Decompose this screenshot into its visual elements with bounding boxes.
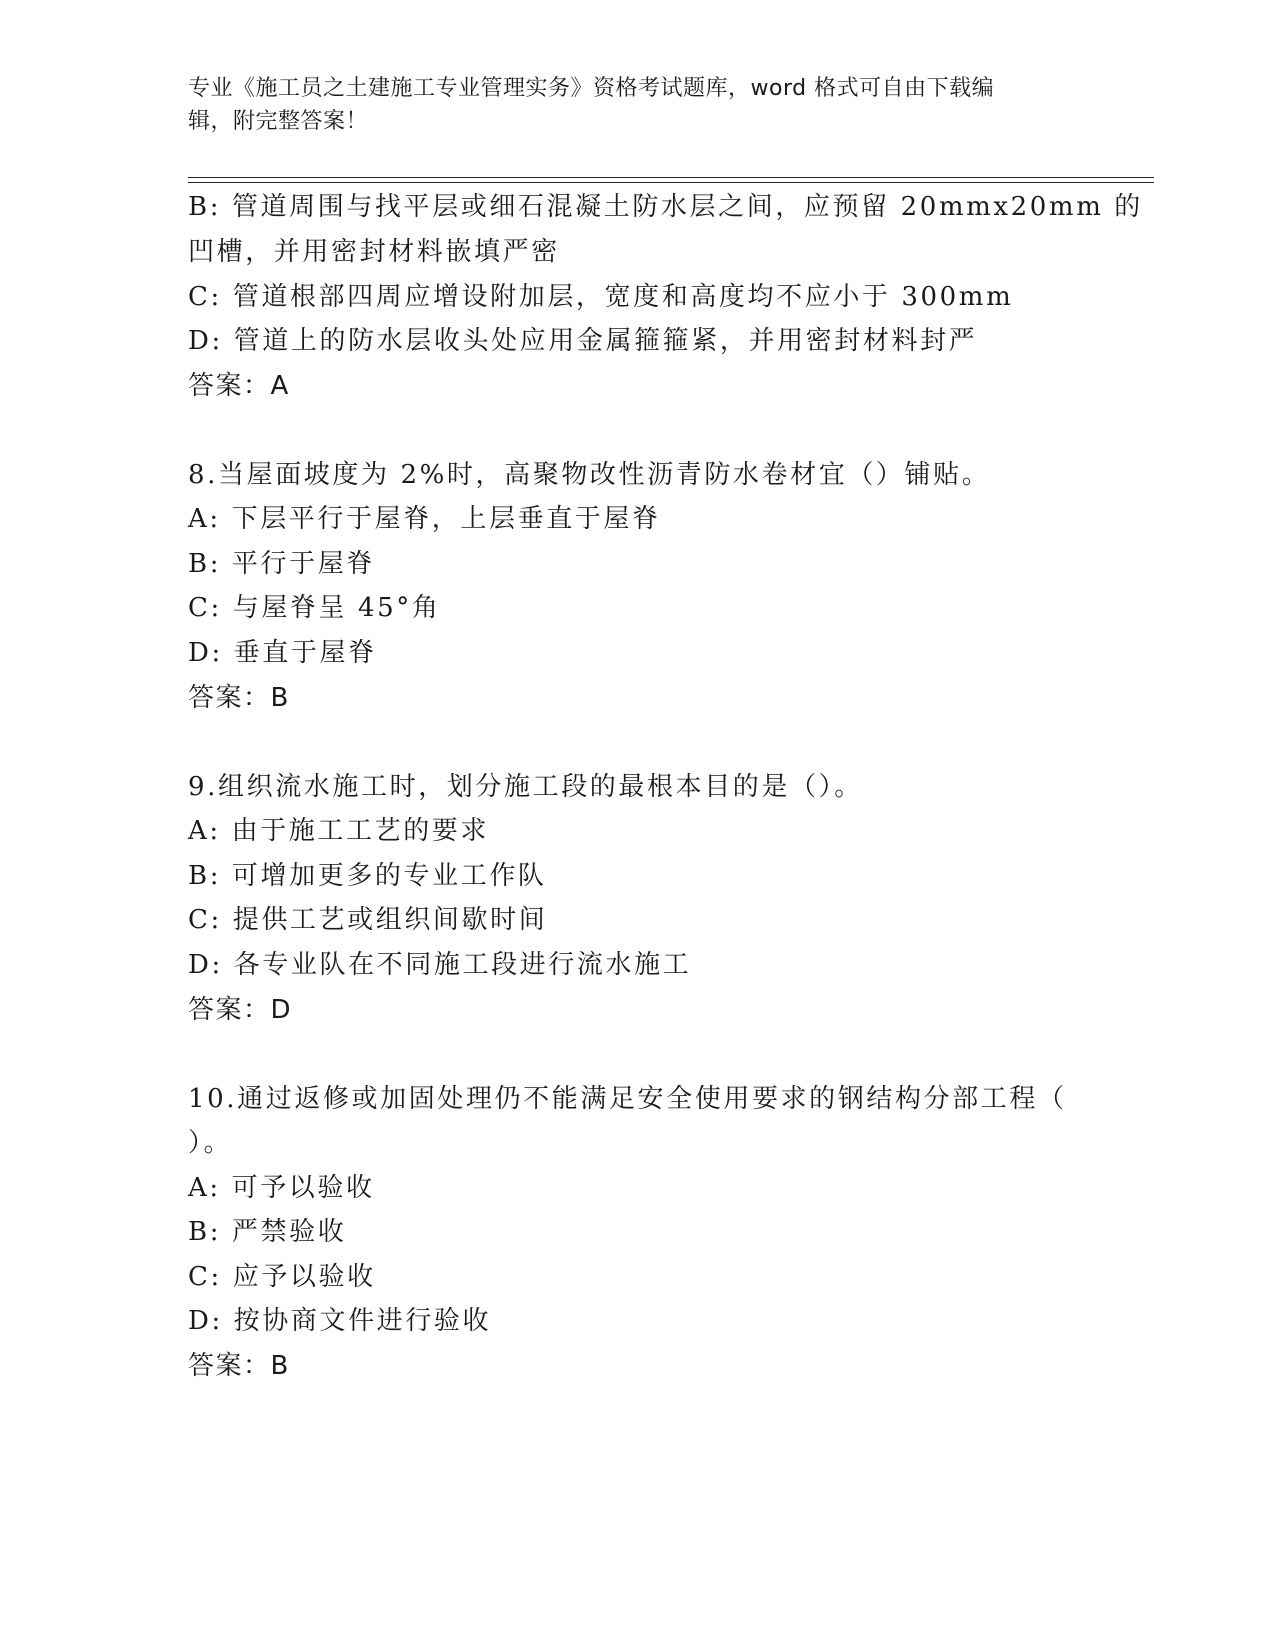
q7-option-b-line-2: 凹槽，并用密封材料嵌填严密: [188, 237, 560, 267]
q8-option-b: B: 平行于屋脊: [188, 549, 375, 579]
header-line-2: 辑，附完整答案！: [188, 109, 369, 134]
q10-option-b: B: 严禁验收: [188, 1217, 347, 1247]
q8-question: 8.当屋面坡度为 2%时，高聚物改性沥青防水卷材宜（）铺贴。: [188, 460, 991, 490]
q10-question-line-2: ）。: [188, 1128, 233, 1158]
q10-option-d: D: 按协商文件进行验收: [188, 1306, 492, 1336]
q10-answer: 答案：B: [188, 1351, 290, 1381]
q9-question: 9.组织流水施工时，划分施工段的最根本目的是（）。: [188, 772, 863, 802]
q9-option-d: D: 各专业队在不同施工段进行流水施工: [188, 950, 692, 980]
q7-option-b-line-1: B: 管道周围与找平层或细石混凝土防水层之间，应预留 20mmx20mm 的: [188, 192, 1143, 222]
q9-option-a: A: 由于施工工艺的要求: [188, 816, 490, 846]
document-header: [188, 72, 1068, 138]
q9-option-c: C: 提供工艺或组织间歇时间: [188, 905, 548, 935]
q8-option-a: A: 下层平行于屋脊，上层垂直于屋脊: [188, 504, 661, 534]
q7-option-d: D: 管道上的防水层收头处应用金属箍箍紧，并用密封材料封严: [188, 326, 978, 356]
header-rule-top: [188, 177, 1154, 178]
q7-option-c: C: 管道根部四周应增设附加层，宽度和高度均不应小于 300mm: [188, 282, 1014, 312]
q10-question-line-1: 10.通过返修或加固处理仍不能满足安全使用要求的钢结构分部工程（: [188, 1084, 1067, 1114]
q8-option-d: D: 垂直于屋脊: [188, 638, 377, 668]
q8-answer: 答案：B: [188, 683, 290, 713]
header-rule-bottom: [188, 182, 1154, 183]
q9-option-b: B: 可增加更多的专业工作队: [188, 861, 547, 891]
q10-option-c: C: 应予以验收: [188, 1262, 376, 1292]
q7-answer: 答案：A: [188, 371, 290, 401]
q10-option-a: A: 可予以验收: [188, 1173, 375, 1203]
q9-answer: 答案：D: [188, 995, 293, 1025]
header-line-1: 专业《施工员之土建施工专业管理实务》资格考试题库，word 格式可自由下载编: [188, 76, 995, 101]
q8-option-c: C: 与屋脊呈 45°角: [188, 593, 441, 623]
